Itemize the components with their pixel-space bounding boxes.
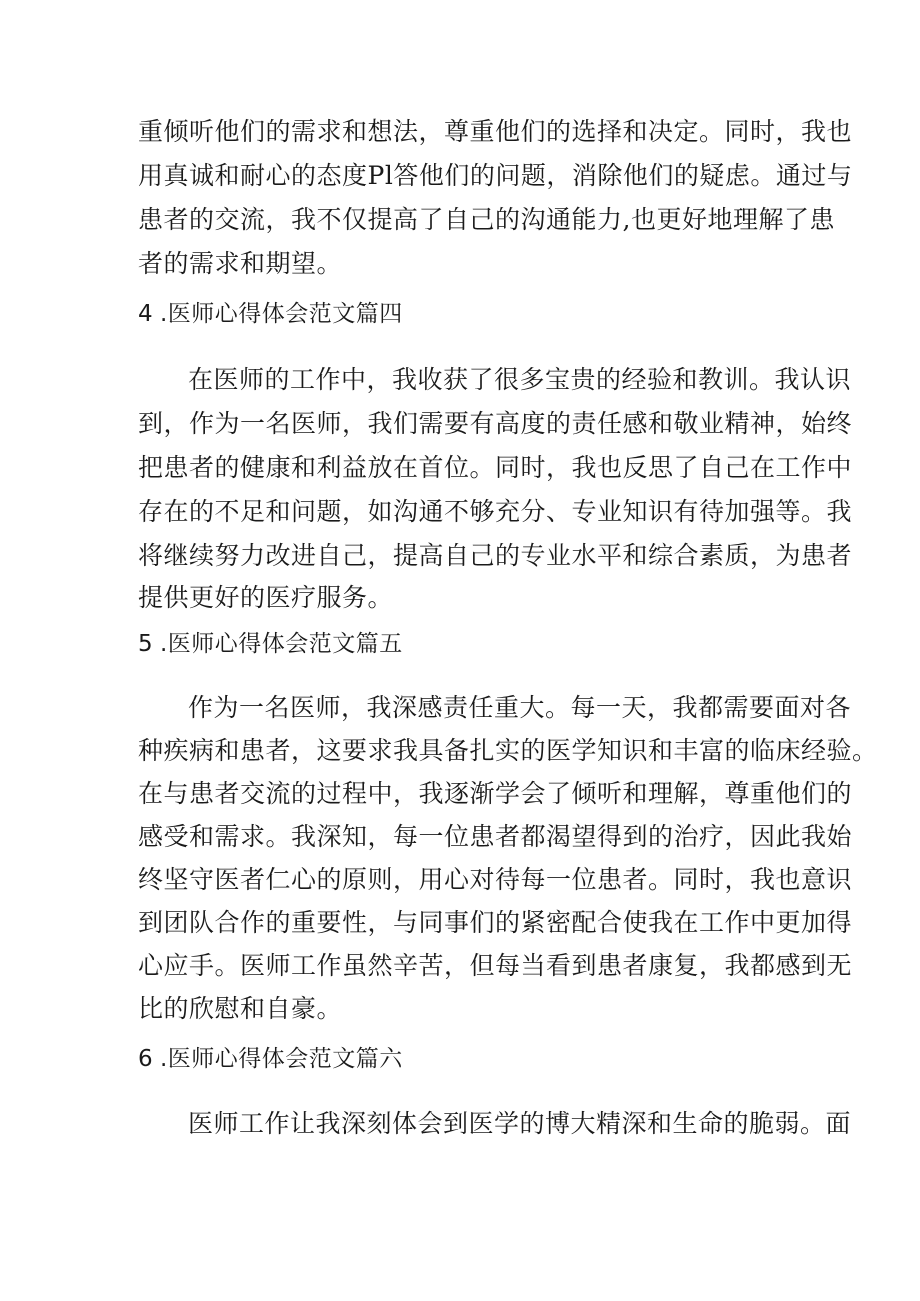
heading-text: .医师心得体会范文篇五 — [160, 631, 403, 657]
section-heading-4 — [138, 297, 403, 331]
section-heading-6 — [138, 1042, 403, 1076]
paragraph-line: 医师工作让我深刻体会到医学的博大精深和生命的脆弱。面 — [188, 1109, 852, 1138]
paragraph-line: 把患者的健康和利益放在首位。同时，我也反思了自己在工作中 — [138, 453, 853, 482]
heading-number: 5 — [138, 631, 154, 657]
paragraph-line: 提供更好的医疗服务。 — [138, 583, 394, 612]
paragraph-line: 心应手。医师工作虽然辛苦，但每当看到患者康复，我都感到无 — [138, 951, 853, 980]
paragraph-line: 存在的不足和问题，如沟通不够充分、专业知识有待加强等。我 — [138, 497, 853, 526]
paragraph-line: 将继续努力改进自己，提高自己的专业水平和综合素质，为患者 — [138, 541, 853, 570]
paragraph-line: 在与患者交流的过程中，我逐渐学会了倾听和理解，尊重他们的 — [138, 779, 853, 808]
paragraph-line: 到，作为一名医师，我们需要有高度的责任感和敬业精神，始终 — [138, 409, 853, 438]
heading-text: .医师心得体会范文篇四 — [160, 301, 403, 327]
heading-number: 6 — [138, 1046, 154, 1072]
paragraph-line: 在医师的工作中，我收获了很多宝贵的经验和教训。我认识 — [188, 365, 852, 394]
paragraph-line: 作为一名医师，我深感责任重大。每一天，我都需要面对各 — [188, 693, 852, 722]
heading-text: .医师心得体会范文篇六 — [160, 1046, 403, 1072]
paragraph-line: 感受和需求。我深知，每一位患者都渴望得到的治疗，因此我始 — [138, 822, 853, 851]
paragraph-line: 到团队合作的重要性，与同事们的紧密配合使我在工作中更加得 — [138, 908, 853, 937]
paragraph-line: 患者的交流，我不仅提高了自己的沟通能力,也更好地理解了患 — [138, 205, 835, 234]
section-heading-5 — [138, 627, 403, 661]
heading-number: 4 — [138, 301, 154, 327]
paragraph-line: 者的需求和期望。 — [138, 249, 343, 278]
paragraph-line: 用真诚和耐心的态度Pl答他们的问题，消除他们的疑虑。通过与 — [138, 161, 853, 190]
paragraph-line: 重倾听他们的需求和想法，尊重他们的选择和决定。同时，我也 — [138, 117, 853, 146]
paragraph-line: 种疾病和患者，这要求我具备扎实的医学知识和丰富的临床经验。 — [138, 736, 878, 765]
paragraph-line: 比的欣慰和自豪。 — [138, 994, 343, 1023]
paragraph-line: 终坚守医者仁心的原则，用心对待每一位患者。同时，我也意识 — [138, 865, 853, 894]
